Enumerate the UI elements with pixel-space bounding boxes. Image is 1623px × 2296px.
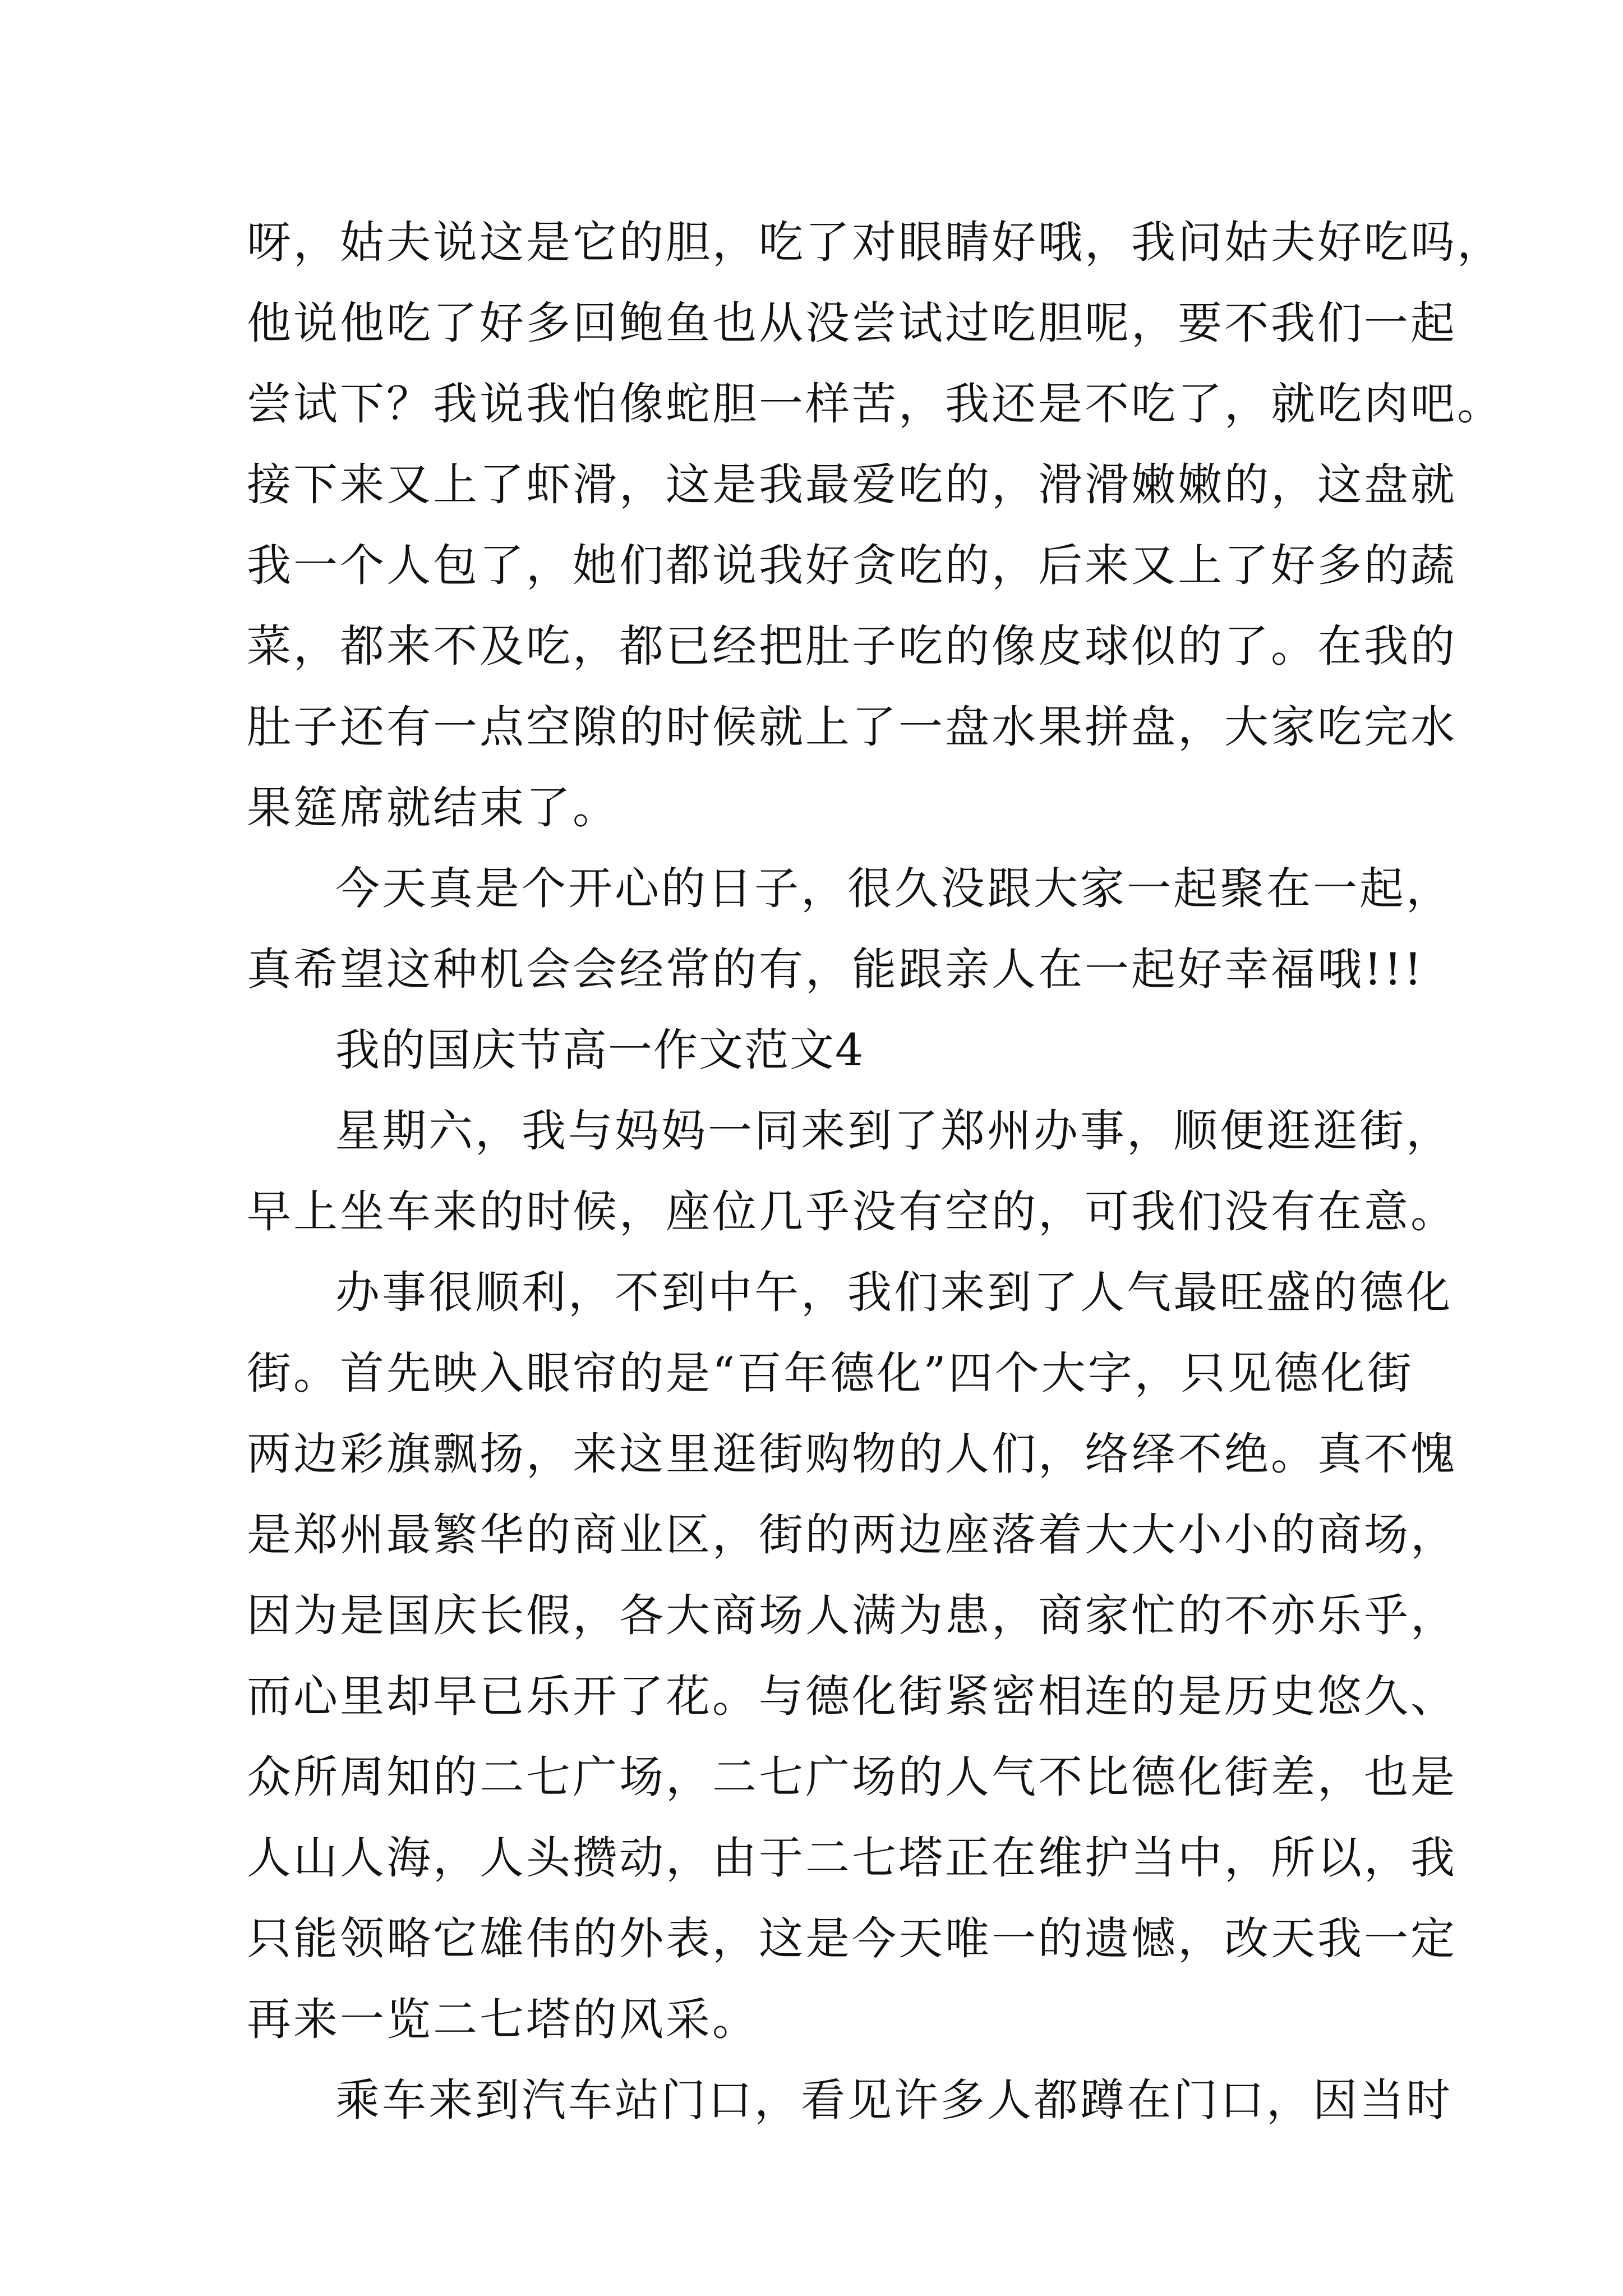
text-line: 他说他吃了好多回鲍鱼也从没尝试过吃胆呢，要不我们一起 — [247, 297, 1457, 349]
paragraph-start-line: 乘车来到汽车站门口，看见许多人都蹲在门口，因当时 — [335, 2074, 1453, 2126]
text-line: 果筵席就结束了。 — [247, 782, 619, 834]
text-line: 尝试下？我说我怕像蛇胆一样苦，我还是不吃了，就吃肉吧。 — [247, 378, 1504, 430]
text-line: 真希望这种机会会经常的有，能跟亲人在一起好幸福哦!!! — [247, 944, 1424, 995]
text-line: 因为是国庆长假，各大商场人满为患，商家忙的不亦乐乎， — [247, 1590, 1457, 1641]
text-line: 只能领略它雄伟的外表，这是今天唯一的遗憾，改天我一定 — [247, 1913, 1457, 1964]
document-body — [247, 202, 1504, 2141]
text-line: 两边彩旗飘扬，来这里逛街购物的人们，络绎不绝。真不愧 — [247, 1428, 1457, 1480]
text-line: 再来一览二七塔的风采。 — [247, 1994, 759, 2045]
text-line: 而心里却早已乐开了花。与德化街紧密相连的是历史悠久、 — [247, 1671, 1457, 1722]
text-line: 呀，姑夫说这是它的胆，吃了对眼睛好哦，我问姑夫好吃吗， — [247, 217, 1504, 268]
text-line: 人山人海，人头攒动，由于二七塔正在维护当中，所以，我 — [247, 1832, 1457, 1884]
text-line: 我一个人包了，她们都说我好贪吃的，后来又上了好多的蔬 — [247, 540, 1457, 591]
text-line: 肚子还有一点空隙的时候就上了一盘水果拼盘，大家吃完水 — [247, 701, 1457, 753]
paragraph-start-line: 今天真是个开心的日子，很久没跟大家一起聚在一起， — [335, 863, 1453, 914]
paragraph-start-line: 星期六，我与妈妈一同来到了郑州办事，顺便逛逛街， — [335, 1105, 1453, 1157]
text-line: 早上坐车来的时候，座位几乎没有空的，可我们没有在意。 — [247, 1186, 1457, 1237]
text-line: 众所周知的二七广场，二七广场的人气不比德化街差，也是 — [247, 1751, 1457, 1803]
text-line: 菜，都来不及吃，都已经把肚子吃的像皮球似的了。在我的 — [247, 620, 1457, 672]
text-line: 是郑州最繁华的商业区，街的两边座落着大大小小的商场， — [247, 1509, 1457, 1561]
section-heading: 我的国庆节高一作文范文4 — [335, 1024, 865, 1076]
text-line: 接下来又上了虾滑，这是我最爱吃的，滑滑嫩嫩的，这盘就 — [247, 459, 1457, 510]
paragraph-start-line: 办事很顺利，不到中午，我们来到了人气最旺盛的德化 — [335, 1267, 1453, 1318]
text-line: 街。首先映入眼帘的是“百年德化”四个大字，只见德化街 — [247, 1347, 1414, 1399]
